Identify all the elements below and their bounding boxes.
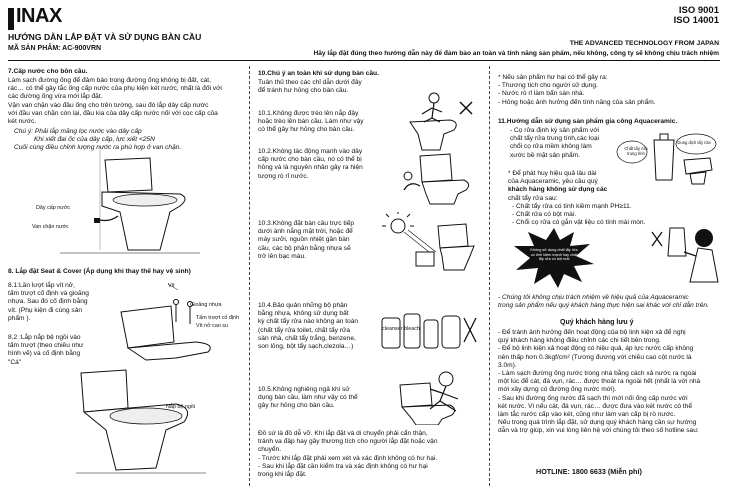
- section-11-body: [510, 127, 599, 160]
- disclaimer-line: - Chúng tôi không chịu trách nhiệm về hiệu quả của Aquaceramic: [498, 294, 689, 301]
- s8-step2-line: 8.2 :Lắp nắp bệ ngồi vào: [8, 334, 81, 341]
- damage-notes: [498, 74, 656, 107]
- s11-line: chất tẩy rửa trung tính,các loại: [510, 135, 600, 143]
- notice-line: một lúc để cát, đá vụn, rác… được thoát ra ngoài hết (nhất là với nhà: [498, 378, 701, 386]
- s8-step1-line: phẩm ).: [8, 314, 31, 322]
- section-10-heading: 10.Chú ý an toàn khi sử dụng bàn cầu.: [258, 70, 379, 77]
- damage-line: * Nếu sản phẩm hư hại có thể gây ra:: [498, 74, 608, 81]
- item-10-5: [258, 386, 358, 411]
- s8-step2-line: tấm trượt (theo chiều như: [8, 342, 84, 350]
- s7-note-3: Cuối cùng điều chỉnh lượng nước ra phù hợp ở van chặn.: [14, 144, 182, 151]
- s10-4-line: sàn nhà, chất tẩy trắng, benzene,: [258, 334, 356, 342]
- section-7-body: [8, 77, 248, 126]
- s8-step1-line: vít. (Phụ kiện đi cùng sản: [8, 306, 83, 314]
- s10-footer-line: chuyển.: [258, 446, 282, 454]
- person-figure: [640, 222, 720, 292]
- s7-note-2: Khi xiết đai ốc của dây cấp, lực xiết <25N: [34, 136, 155, 143]
- model-number: MÃ SẢN PHẨM: AC-900VRN: [8, 45, 102, 52]
- s8-step1-line: tấm trượt cố định và gioăng: [8, 290, 89, 298]
- s7-note-title: Chú ý: Phải lắp măng lọc nước vào dây cấp: [14, 128, 142, 135]
- s8-step2-line: "Cá": [8, 358, 22, 366]
- s10-3-line: 10.3.Không đặt bàn cầu trực tiếp: [258, 220, 355, 227]
- s11-warn-line: - Chất tẩy rửa có tính kiềm mạnh PH≥11.: [512, 202, 632, 210]
- notice-body: [498, 329, 724, 436]
- s10-4-line: son lỏng, bột tẩy sạch,clezola…): [258, 343, 354, 351]
- section-10-intro: [258, 79, 362, 95]
- notice-line: làm tắc nước cấp vào két, cũng như làm van cấp bị rò nước.: [498, 411, 676, 419]
- s10-5-line: gây hư hỏng cho bàn cầu.: [258, 402, 335, 410]
- disclaimer: [498, 294, 709, 310]
- notice-heading: Quý khách hàng lưu ý: [560, 319, 634, 326]
- s10-4-line: kỳ chất tẩy rửa nào không an toàn: [258, 318, 359, 326]
- section-11-warning: [508, 170, 645, 227]
- item-10-3: [258, 220, 354, 261]
- damage-line: - Nước rò rỉ làm bẩn sàn nhà.: [498, 90, 585, 98]
- s10-footer-line: - Trước khi lắp đặt phải xem xét và xác định không có hư hại.: [258, 454, 438, 462]
- s10-2-line: hỏng và là nguyên nhân gây ra hiện: [258, 164, 363, 172]
- s7-line: Vặn van chặn vào đầu ống cho trên tường, sau đó lắp dây cấp nước: [8, 101, 209, 109]
- logo-mark: [8, 8, 14, 30]
- climb-warning-figure: [400, 92, 480, 152]
- tilt-warning-figure: [390, 365, 480, 425]
- column-divider-left: [249, 66, 250, 486]
- iso-9001: ISO 9001: [678, 5, 719, 16]
- section-8-heading: 8. Lắp đặt Seat & Cover (Áp dụng khi thay thế hay vệ sinh): [8, 268, 191, 275]
- s10-5-line: 10.5.Không nghiêng ngả khi sử: [258, 386, 350, 393]
- s10-5-line: dụng bàn cầu, làm như vậy có thể: [258, 394, 358, 402]
- s10-footer-line: tránh va đập hay gây thương tích cho người lắp đặt hoặc vận: [258, 438, 438, 446]
- notice-line: quý khách hàng không điều chỉnh các chi tiết bên trong.: [498, 337, 661, 345]
- disclaimer-line: trong sản phẩm nếu quý khách hàng thực hiện sai khác với chỉ dẫn trên.: [498, 302, 709, 310]
- s10-footer-line: - Sau khi lắp đặt cần kiểm tra và xác định không có hư hại: [258, 462, 428, 470]
- s11-warn-line: - Chất rửa có bột mài.: [512, 211, 577, 219]
- s10-2-line: cấp nước cho bàn cầu, nó có thể bị: [258, 156, 362, 164]
- brand-name: INAX: [16, 5, 62, 27]
- brand-logo: [8, 5, 62, 28]
- s7-line: các đường ống vừa mới lắp đặt.: [8, 93, 103, 101]
- s10-1-line: có thể gây hư hỏng cho bàn cầu.: [258, 126, 355, 134]
- s10-3-line: máy sưởi, nguồn nhiệt gần bàn: [258, 236, 350, 244]
- s10-intro-line: Tuân thủ theo các chỉ dẫn dưới đây: [258, 79, 362, 86]
- section-8-step-1: [8, 282, 89, 323]
- notice-line: mới xây dựng có đường ống nước mới).: [498, 386, 617, 394]
- damage-line: - Hỏng hoặc ảnh hưởng đến tính năng của sản phẩm.: [498, 98, 656, 106]
- notice-line: 3.0m).: [498, 361, 517, 369]
- s7-line: két nước.: [8, 118, 37, 126]
- s10-2-line: tượng rò rỉ nước.: [258, 172, 309, 180]
- notice-line: - Làm sạch đường ống nước trong nhà bằng cách xả nước ra ngoài: [498, 370, 697, 378]
- s11-warn-line: của Aquaceramic, yêu cầu quý: [508, 178, 598, 186]
- section-11-heading: 11.Hướng dẫn sử dụng sản phẩm gia công Aquaceramic.: [498, 118, 678, 125]
- heat-warning-figure: [378, 212, 478, 272]
- s10-4-line: (chất tẩy rửa toilet, chất tẩy rửa: [258, 326, 351, 334]
- s10-3-line: dưới ánh nắng mặt trời, hoặc để: [258, 228, 353, 236]
- notice-line: - Để bộ linh kiện xả hoạt động có hiệu quả, áp lực nước cấp không: [498, 345, 694, 353]
- s7-line: rác… có thể gây tắc ống cấp nước của phụ kiện két nước, nhất là đối với: [8, 85, 222, 93]
- safety-notice: Hãy lắp đặt đúng theo hướng dẫn này để đảm bảo an toàn và tính năng sản phẩm, nếu không, công ty sẽ không chịu trách nhiệm: [313, 50, 719, 57]
- notice-line: nên thấp hơn 0.3kgf/cm² (Tương đương với chiều cao cột nước là: [498, 353, 692, 361]
- item-10-4: [258, 302, 358, 351]
- s11-line: chổi cọ rửa mềm không làm: [510, 143, 592, 151]
- s8-step1-line: nhựa. Sau đó cố định bằng: [8, 298, 88, 306]
- label-gasket: Gioăng nhựa: [190, 302, 222, 308]
- damage-line: - Thương tích cho người sử dụng.: [498, 82, 598, 90]
- s10-4-line: 10.4.Bảo quản những bộ phận: [258, 302, 348, 309]
- item-10-1: [258, 110, 364, 135]
- page-title: HƯỚNG DẪN LẮP ĐẶT VÀ SỬ DỤNG BÀN CẦU: [8, 32, 202, 42]
- bubble-neutral-cleaner: Chất tẩy rửa trung tính: [624, 146, 648, 156]
- notice-line: dẫn và trợ giúp, xin vui lòng liên hệ với chúng tôi theo số hotline sau:: [498, 427, 699, 435]
- toilet-hookup-figure: [60, 150, 200, 260]
- bubble-cleaning-solution: Dung dịch tẩy rửa: [677, 140, 711, 145]
- section-10-footer: [258, 430, 486, 479]
- seat-cover-figure: [76, 368, 206, 478]
- section-8-step-2: [8, 334, 83, 367]
- s10-3-line: cầu, các bộ phận bằng nhựa sẽ: [258, 244, 351, 252]
- s10-2-line: 10.2.Không tác động mạnh vào dây: [258, 148, 363, 155]
- label-fixing-plate: Tấm trượt cố định: [196, 315, 240, 321]
- label-seat-cover: Nắp bệ ngồi: [166, 404, 196, 410]
- notice-line: - Để tránh ảnh hưởng đến hoạt động của bộ linh kiện xả để nghị: [498, 329, 686, 336]
- label-rubber-anchor: Vít nở cao su: [196, 323, 229, 329]
- s11-warn-line: khách hàng không sử dụng các: [508, 186, 608, 194]
- label-screw: Vít: [168, 283, 175, 289]
- hotline: HOTLINE: 1800 6633 (Miễn phí): [536, 467, 642, 476]
- tagline: THE ADVANCED TECHNOLOGY FROM JAPAN: [569, 40, 719, 47]
- iso-14001: ISO 14001: [673, 15, 719, 26]
- header-rule: [8, 60, 720, 61]
- notice-line: Nếu trong quá trình lắp đặt, sử dụng quý khách hàng cần sự hướng: [498, 419, 697, 427]
- column-divider-right: [489, 66, 490, 486]
- s10-intro-line: để tránh hư hỏng cho bàn cầu.: [258, 87, 349, 95]
- bottle-label-cleanser: cleanser: [382, 326, 403, 332]
- burst-text: Không sử dụng chất tẩy rửa có tính kiềm mạnh hay chất tẩy rửa có bột mài: [530, 248, 578, 262]
- s11-warn-line: chất tẩy rửa sau:: [508, 194, 558, 202]
- s11-line: - Cọ rửa định kỳ sản phẩm với: [510, 127, 599, 134]
- label-shutoff-valve: Van chặn nước: [32, 224, 69, 230]
- item-10-2: [258, 148, 363, 181]
- s11-warn-line: * Để phát huy hiệu quả lâu dài: [508, 170, 597, 177]
- s10-4-line: bằng nhựa, không sử dụng bất: [258, 310, 349, 318]
- s8-step2-line: hình vẽ) và cố định bằng: [8, 350, 81, 358]
- s8-step1-line: 8.1:Lần lượt lắp vít nở,: [8, 282, 75, 289]
- s11-line: xước bề mặt sản phẩm.: [510, 151, 580, 159]
- seat-mount-figure: [116, 282, 229, 362]
- s10-1-line: hoặc trèo lên bàn cầu. Làm như vậy: [258, 118, 364, 126]
- s10-footer-line: Đồ sứ là đồ dễ vỡ. Khi lắp đặt và di chuyển phải cẩn thận,: [258, 430, 428, 437]
- s10-1-line: 10.1.Không được trèo lên nắp đậy: [258, 110, 359, 117]
- s7-line: với đầu van chặn còn lại, đầu kia của dây cấp nước nối với cọc cấp của: [8, 109, 218, 117]
- s10-3-line: trở lên bạc màu.: [258, 252, 306, 260]
- s10-footer-line: trong khi lắp đặt.: [258, 471, 307, 479]
- s11-warn-line: - Chổi cọ rửa có gắn vật liệu có tính mài mòn.: [512, 219, 646, 227]
- notice-line: - Sau khi đường ống nước đã sạch thì mới nối ống cấp nước với: [498, 394, 688, 402]
- hose-warning-figure: [400, 150, 480, 205]
- label-water-hose: Dây cấp nước: [36, 205, 71, 211]
- s7-line: Làm sạch đường ống để đảm bảo trong đường ống không bị đất, cát,: [8, 77, 211, 84]
- notice-line: két nước. Vì nếu cát, đá vụn, rác… được đưa vào két nước có thể: [498, 402, 693, 410]
- section-7-heading: 7.Cấp nước cho bồn cầu.: [8, 68, 88, 75]
- bottle-label-bleach: bleach: [404, 326, 420, 332]
